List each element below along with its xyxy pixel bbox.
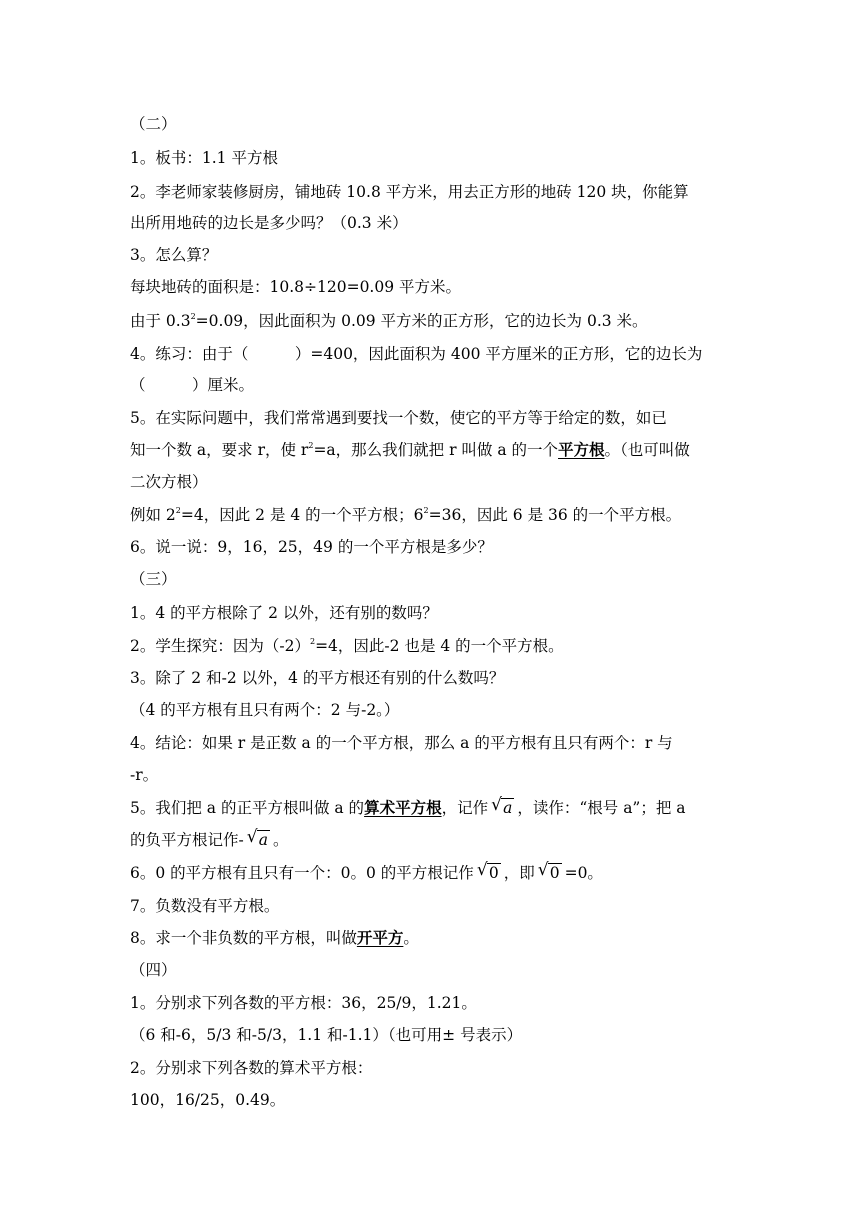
section-heading-2: （二）	[130, 115, 177, 133]
paragraph-line: 1。4 的平方根除了 2 以外，还有别的数吗？	[130, 604, 438, 622]
superscript: 2	[309, 637, 316, 646]
text-run: ，读作：“根号 a”；把 a	[517, 799, 686, 817]
text-run: 的负平方根记作-	[130, 831, 244, 849]
text-run: =36，因此 6 是 36 的一个平方根。	[428, 506, 682, 524]
paragraph-line: 每块地砖的面积是：10.8÷120=0.09 平方米。	[130, 278, 462, 296]
defined-term: 开平方	[356, 928, 404, 947]
text-run: 5。我们把 a 的正平方根叫做 a 的	[130, 799, 365, 817]
text-run: =0.09，因此面积为 0.09 平方米的正方形，它的边长为 0.3 米。	[195, 312, 648, 330]
paragraph-line	[130, 827, 740, 850]
radical-sign: √	[246, 827, 258, 847]
paragraph-line	[130, 311, 740, 331]
paragraph-line: 5。在实际问题中，我们常常遇到要找一个数，使它的平方等于给定的数，如已	[130, 409, 667, 427]
paragraph-line: 4。练习：由于（ ）=400，因此面积为 400 平方厘米的正方形，它的边长为	[130, 345, 703, 363]
radicand: 0	[488, 864, 499, 882]
paragraph-line: （ ）厘米。	[130, 376, 255, 394]
radical-sign: √	[537, 860, 549, 880]
text-run: ，即	[503, 864, 535, 882]
superscript: 2	[308, 441, 314, 450]
text-run: 由于 0.3	[130, 312, 191, 330]
section-heading-3: （三）	[130, 570, 177, 588]
paragraph-line: 3。怎么算？	[130, 246, 218, 264]
text-run: 知一个数 a，要求 r，使 r	[130, 441, 309, 459]
paragraph-line: 二次方根）	[130, 473, 208, 491]
paragraph-line	[130, 636, 740, 656]
paragraph-line: 7。负数没有平方根。	[130, 897, 280, 915]
paragraph-line	[130, 505, 740, 525]
paragraph-line: （6 和-6，5/3 和-5/3，1.1 和-1.1）（也可用± 号表示）	[130, 1026, 523, 1044]
paragraph-line	[130, 795, 740, 818]
defined-term: 算术平方根	[364, 798, 442, 817]
text-run: =4，因此-2 也是 4 的一个平方根。	[315, 637, 564, 655]
text-run: 2。学生探究：因为（-2）	[130, 637, 310, 655]
text-run: 。	[273, 831, 289, 849]
paragraph-line: 2。分别求下列各数的算术平方根：	[130, 1059, 373, 1077]
radical-sign: √	[476, 860, 488, 880]
paragraph-line: 3。除了 2 和-2 以外，4 的平方根还有别的什么数吗？	[130, 669, 505, 687]
paragraph-line: （4 的平方根有且只有两个：2 与-2。）	[130, 701, 400, 719]
paragraph-line	[130, 860, 740, 883]
defined-term: 平方根	[558, 440, 605, 459]
paragraph-line: -r。	[130, 766, 159, 784]
paragraph-line: 出所用地砖的边长是多少吗？（0.3 米）	[130, 214, 408, 232]
superscript: 2	[423, 506, 429, 515]
paragraph-line: 1。板书：1.1 平方根	[130, 149, 278, 167]
text-run: =a，那么我们就把 r 叫做 a 的一个	[313, 441, 559, 459]
radical-expression	[246, 827, 270, 850]
radicand: a	[258, 831, 268, 849]
section-heading-4: （四）	[130, 961, 177, 979]
paragraph-line	[130, 928, 740, 948]
text-run: =4，因此 2 是 4 的一个平方根；6	[180, 506, 424, 524]
radicand: 0	[549, 864, 560, 882]
text-run: =0。	[564, 864, 603, 882]
text-run: 例如 2	[130, 506, 176, 524]
text-run: 。	[403, 929, 419, 947]
paragraph-line: 100，16/25，0.49。	[130, 1091, 286, 1109]
superscript: 2	[190, 312, 196, 321]
paragraph-line: 2。李老师家装修厨房，铺地砖 10.8 平方米，用去正方形的地砖 120 块，你能算	[130, 183, 689, 201]
radical-expression	[476, 860, 501, 883]
text-run: 8。求一个非负数的平方根，叫做	[130, 929, 357, 947]
radical-expression	[537, 860, 562, 883]
paragraph-line	[130, 440, 740, 460]
paragraph-line: 1。分别求下列各数的平方根：36，25/9，1.21。	[130, 994, 477, 1012]
text-run: 6。0 的平方根有且只有一个：0。0 的平方根记作	[130, 864, 474, 882]
text-run: 。（也可叫做	[604, 441, 690, 459]
radical-sign: √	[491, 795, 502, 815]
radical-expression	[491, 795, 514, 818]
paragraph-line: 4。结论：如果 r 是正数 a 的一个平方根，那么 a 的平方根有且只有两个：r 与	[130, 734, 673, 752]
superscript: 2	[175, 506, 181, 515]
radicand: a	[503, 799, 513, 817]
text-run: ，记作	[441, 799, 489, 817]
paragraph-line: 6。说一说：9，16，25，49 的一个平方根是多少？	[130, 538, 493, 556]
